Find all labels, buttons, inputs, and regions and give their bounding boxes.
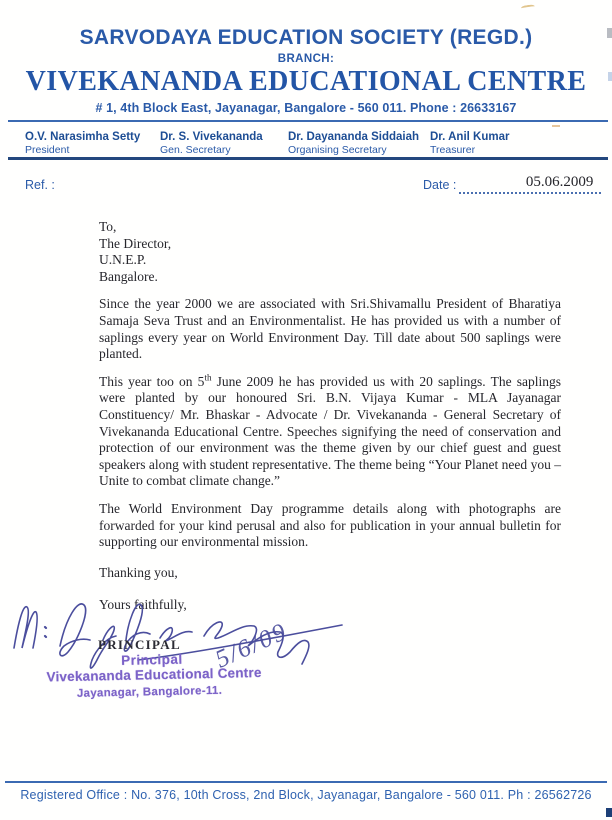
handwritten-date: 5/6/09 bbox=[211, 617, 292, 674]
paragraph-3: The World Environment Day programme details along with photographs are forwarded for your kind perusal and also for publication in your annual bulletin for supporting our environmental mission. bbox=[99, 500, 561, 550]
stamp-line-2: Vivekananda Educational Centre bbox=[46, 664, 262, 685]
paragraph-2 bbox=[99, 374, 561, 490]
date-label: Date : bbox=[423, 178, 457, 192]
paragraph-2-start: This year too on 5 bbox=[99, 373, 205, 389]
officer-name: Dr. Anil Kumar bbox=[430, 131, 510, 143]
handwritten-signature bbox=[8, 596, 356, 708]
scan-artifact-tan-dash bbox=[552, 125, 560, 127]
scan-artifact-navy-mark bbox=[606, 808, 612, 817]
officer-title: President bbox=[25, 144, 70, 156]
date-value: 05.06.2009 bbox=[459, 174, 601, 194]
thanking-line: Thanking you, bbox=[99, 564, 178, 580]
ordinal-superscript: th bbox=[204, 372, 212, 383]
officer-organising-secretary bbox=[288, 131, 419, 156]
closing-line: Yours faithfully, bbox=[99, 597, 187, 613]
officer-title: Organising Secretary bbox=[288, 144, 387, 156]
officer-name: Dr. Dayananda Siddaiah bbox=[288, 131, 420, 143]
society-title: SARVODAYA EDUCATION SOCIETY (REGD.) bbox=[79, 26, 533, 49]
stamp-line-3: Jayanagar, Bangalore-11. bbox=[76, 684, 223, 700]
officer-name: Dr. S. Vivekananda bbox=[160, 131, 263, 143]
centre-title: VIVEKANANDA EDUCATIONAL CENTRE bbox=[25, 66, 587, 97]
officer-title: Treasurer bbox=[430, 144, 476, 156]
header-address: # 1, 4th Block East, Jayanagar, Bangalore - 560 011. Phone : 26633167 bbox=[95, 101, 517, 115]
officer-name: O.V. Narasimha Setty bbox=[25, 131, 141, 143]
officer-president bbox=[25, 131, 140, 156]
date-block bbox=[423, 174, 601, 194]
registered-office-line: Registered Office : No. 376, 10th Cross, 2nd Block, Jayanagar, Bangalore - 560 011. Ph : 26562726 bbox=[20, 788, 592, 802]
scan-artifact-squiggle bbox=[521, 4, 536, 12]
letter-body bbox=[99, 219, 561, 614]
branch-label: BRANCH: bbox=[277, 53, 335, 65]
ref-label: Ref. : bbox=[25, 178, 55, 192]
officer-title: Gen. Secretary bbox=[160, 144, 231, 156]
principal-printed-title: PRINCIPAL bbox=[98, 637, 181, 652]
paragraph-2-rest: June 2009 he has provided us with 20 saplings. The saplings were planted by our honoured Sri. B.N. Vijaya Kumar - MLA Jayanagar Constituency/ Mr. Bhaskar - Advocate / Dr. Vivekananda - General Secretary of Vivekananda Educational Centre. Speeches signifying the need of conservation and protection of our environment was the theme given by our chief guest and guest speakers along with student representative. The theme being “Your Planet need you – Unite to combat climate change.” bbox=[99, 373, 561, 489]
stamp-line-1: Principal bbox=[121, 651, 183, 668]
officer-treasurer bbox=[430, 131, 509, 156]
paragraph-1: Since the year 2000 we are associated with Sri.Shivamallu President of Bharatiya Samaja Seva Trust and an Environmentalist. He has provided us with a number of saplings every year on World Environment Day. Till date about 500 saplings were planted. bbox=[99, 296, 561, 362]
footer-divider bbox=[5, 781, 607, 783]
officer-gen-secretary bbox=[160, 131, 263, 156]
header-divider-top bbox=[8, 120, 608, 122]
header-divider-bottom bbox=[8, 157, 608, 160]
recipient-line: Bangalore. bbox=[99, 268, 158, 284]
recipient-line: U.N.E.P. bbox=[99, 252, 147, 268]
recipient-line: To, bbox=[99, 219, 117, 234]
recipient-line: The Director, bbox=[99, 235, 172, 251]
